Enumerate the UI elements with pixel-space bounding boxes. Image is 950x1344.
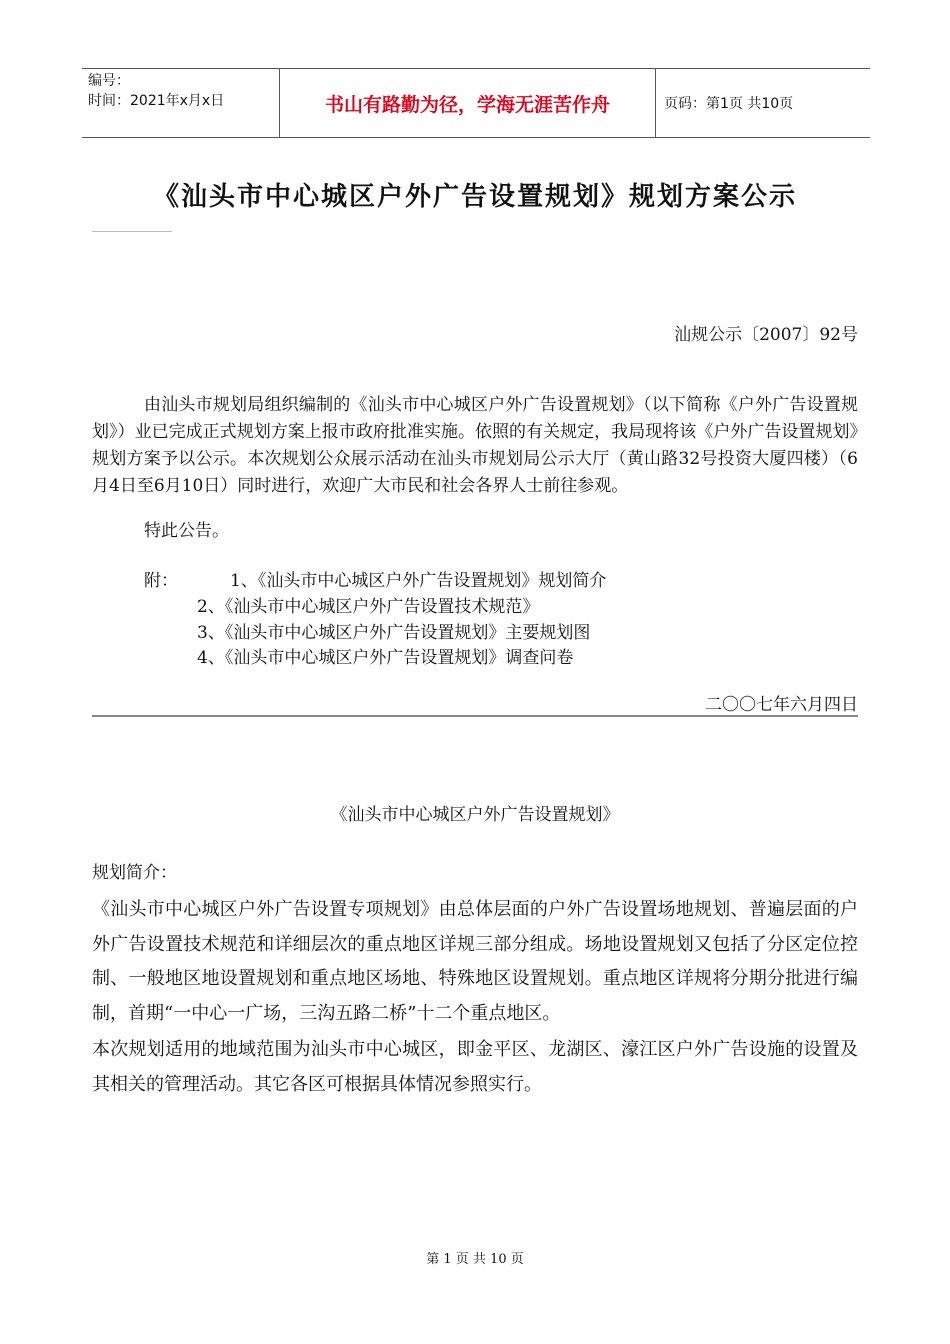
time-label: 时间：2021年x月x日 (88, 93, 225, 109)
header-meta (82, 69, 280, 137)
intro-heading: 规划简介： (92, 863, 177, 883)
attachment-item-4: 4、《汕头市中心城区户外广告设置规划》调查问卷 (197, 648, 574, 668)
document-number: 汕规公示〔2007〕92号 (674, 325, 858, 345)
intro-paragraph-1: 《汕头市中心城区户外广告设置专项规划》由总体层面的户外广告设置场地规划、普遍层面的户外广告设置技术规范和详细层次的重点地区详规三部分组成。场地设置规划又包括了分区定位控制、一般地区地设置规划和重点地区场地、特殊地区设置规划。重点地区详规将分期分批进行编制，首期“一中心一广场，三沟五路二桥”十二个重点地区。 (92, 899, 858, 1024)
attachment-item-1: 1、《汕头市中心城区户外广告设置规划》规划简介 (230, 571, 607, 591)
page-footer: 第 1 页 共 10 页 (426, 1252, 524, 1267)
number-label: 编号： (88, 73, 130, 89)
document-date: 二〇〇七年六月四日 (705, 695, 858, 715)
intro-paragraph-2: 本次规划适用的地域范围为汕头市中心城区，即金平区、龙湖区、濠江区户外广告设施的设置及其相关的管理活动。其它各区可根据具体情况参照实行。 (92, 1039, 858, 1095)
header-motto: 书山有路勤为径，学海无涯苦作舟 (280, 69, 656, 137)
header-page-code: 页码：第1页 共10页 (664, 96, 794, 112)
horizontal-rule (92, 715, 858, 717)
attachments-label: 附： (144, 571, 178, 591)
body-paragraph-1: 由汕头市规划局组织编制的《汕头市中心城区户外广告设置规划》（以下简称《户外广告设置规划》）业已完成正式规划方案上报市政府批准实施。依照的有关规定，我局现将该《户外广告设置规划》规划方案予以公示。本次规划公众展示活动在汕头市规划局公示大厅（黄山路32号投资大厦四楼）（6月4日至6月10日）同时进行，欢迎广大市民和社会各界人士前往参观。 (92, 395, 858, 496)
section-subtitle: 《汕头市中心城区户外广告设置规划》 (330, 805, 620, 825)
attachment-item-3: 3、《汕头市中心城区户外广告设置规划》主要规划图 (197, 623, 591, 643)
header-table (82, 68, 870, 138)
attachment-item-2: 2、《汕头市中心城区户外广告设置技术规范》 (197, 597, 540, 617)
divider-short (92, 231, 172, 232)
document-title: 《汕头市中心城区户外广告设置规划》规划方案公示 (152, 182, 797, 212)
notice-line: 特此公告。 (144, 521, 229, 541)
